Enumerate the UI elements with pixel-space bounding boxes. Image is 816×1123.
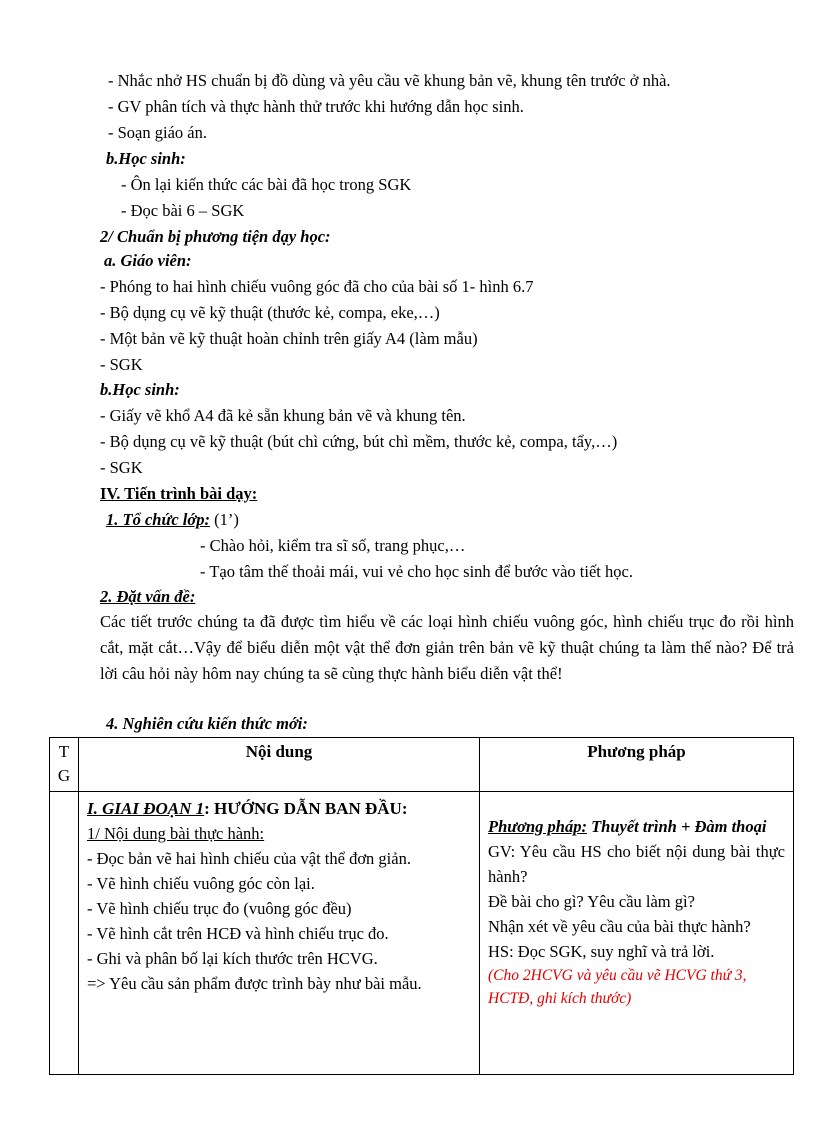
student-item-1: - Ôn lại kiến thức các bài đã học trong SGK	[121, 175, 412, 194]
student2-item-3: - SGK	[100, 458, 143, 477]
content-item-4: - Vẽ hình cắt trên HCĐ và hình chiếu trục đo.	[87, 924, 389, 943]
teacher-item-3: - Một bản vẽ kỹ thuật hoàn chỉnh trên giấy A4 (làm mẫu)	[100, 329, 478, 348]
problem-heading: 2. Đặt vấn đề:	[100, 587, 196, 606]
tg-cell	[50, 792, 79, 1075]
org-item-2: - Tạo tâm thế thoải mái, vui vẻ cho học sinh để bước vào tiết học.	[200, 562, 633, 581]
col-tg-line2: G	[57, 766, 71, 785]
col-tg-header	[50, 738, 79, 792]
table-row	[50, 792, 794, 1075]
method-label: Phương pháp:	[488, 817, 587, 836]
method-rest: Thuyết trình + Đàm thoại	[586, 817, 767, 836]
teacher-item-2: - Bộ dụng cụ vẽ kỹ thuật (thước kẻ, compa, eke,…)	[100, 303, 440, 322]
table-header-row	[50, 738, 794, 792]
org-heading: 1. Tổ chức lớp:	[106, 510, 210, 529]
method-line-2: Đề bài cho gì? Yêu cầu làm gì?	[488, 892, 695, 911]
research-heading: 4. Nghiên cứu kiến thức mới:	[106, 714, 308, 733]
intro-item-1: - Nhắc nhở HS chuẩn bị đồ dùng và yêu cầu vẽ khung bản vẽ, khung tên trước ở nhà.	[108, 71, 671, 90]
col-tg-line1: T	[58, 742, 70, 761]
org-time: (1’)	[209, 510, 239, 529]
intro-item-3: - Soạn giáo án.	[108, 123, 207, 142]
section-4-heading: IV. Tiến trình bài dạy:	[100, 484, 258, 503]
org-item-1: - Chào hỏi, kiểm tra sĩ số, trang phục,…	[200, 536, 466, 555]
method-line-3: Nhận xét về yêu cầu của bài thực hành?	[488, 917, 751, 936]
method-line-1: GV: Yêu cầu HS cho biết nội dung bài thực hành?	[488, 842, 785, 886]
col-method-header: Phương pháp	[480, 738, 794, 792]
method-title	[488, 814, 785, 839]
student2-item-2: - Bộ dụng cụ vẽ kỹ thuật (bút chì cứng, bút chì mềm, thước kẻ, compa, tẩy,…)	[100, 432, 618, 451]
teacher-item-1: - Phóng to hai hình chiếu vuông góc đã cho của bài số 1- hình 6.7	[100, 277, 534, 296]
intro-item-2: - GV phân tích và thực hành thử trước khi hướng dẫn học sinh.	[108, 97, 524, 116]
student2-item-1: - Giấy vẽ khổ A4 đã kẻ sẵn khung bản vẽ và khung tên.	[100, 406, 466, 425]
content-item-5: - Ghi và phân bố lại kích thước trên HCVG.	[87, 949, 378, 968]
lesson-table	[49, 737, 794, 1075]
org-line	[106, 510, 239, 530]
content-cell	[79, 792, 480, 1075]
col-content-header: Nội dung	[79, 738, 480, 792]
content-item-3: - Vẽ hình chiếu trục đo (vuông góc đều)	[87, 899, 352, 918]
content-item-2: - Vẽ hình chiếu vuông góc còn lại.	[87, 874, 315, 893]
problem-text: Các tiết trước chúng ta đã được tìm hiểu về các loại hình chiếu vuông góc, hình chiếu trục đo rồi hình cắt, mặt cắt…Vậy để biểu diễn một vật thể đơn giản trên bản vẽ kỹ thuật chúng ta làm thế nào? Để trả lời câu hỏi này hôm nay chúng ta sẽ cùng thực hành biểu diễn vật thể!	[100, 612, 794, 683]
stage-rest: : HƯỚNG DẪN BAN ĐẦU:	[204, 799, 408, 818]
student-heading-2: b.Học sinh:	[100, 380, 180, 399]
method-cell	[480, 792, 794, 1075]
content-subheading: 1/ Nội dung bài thực hành:	[87, 824, 265, 843]
method-note: (Cho 2HCVG và yêu cầu vẽ HCVG thứ 3, HCTĐ, ghi kích thước)	[488, 967, 747, 1007]
content-item-1: - Đọc bản vẽ hai hình chiếu của vật thể đơn giản.	[87, 849, 411, 868]
student-heading: b.Học sinh:	[106, 149, 186, 168]
teacher-heading: a. Giáo viên:	[104, 251, 192, 270]
section-2-heading: 2/ Chuẩn bị phương tiện dạy học:	[100, 227, 331, 246]
method-line-4: HS: Đọc SGK, suy nghĩ và trả lời.	[488, 942, 715, 961]
student-item-2: - Đọc bài 6 – SGK	[121, 201, 245, 220]
content-result: => Yêu cầu sản phẩm được trình bày như bài mẫu.	[87, 974, 422, 993]
stage-title	[87, 796, 471, 821]
stage-label: I. GIAI ĐOẠN 1	[87, 799, 205, 818]
teacher-item-4: - SGK	[100, 355, 143, 374]
